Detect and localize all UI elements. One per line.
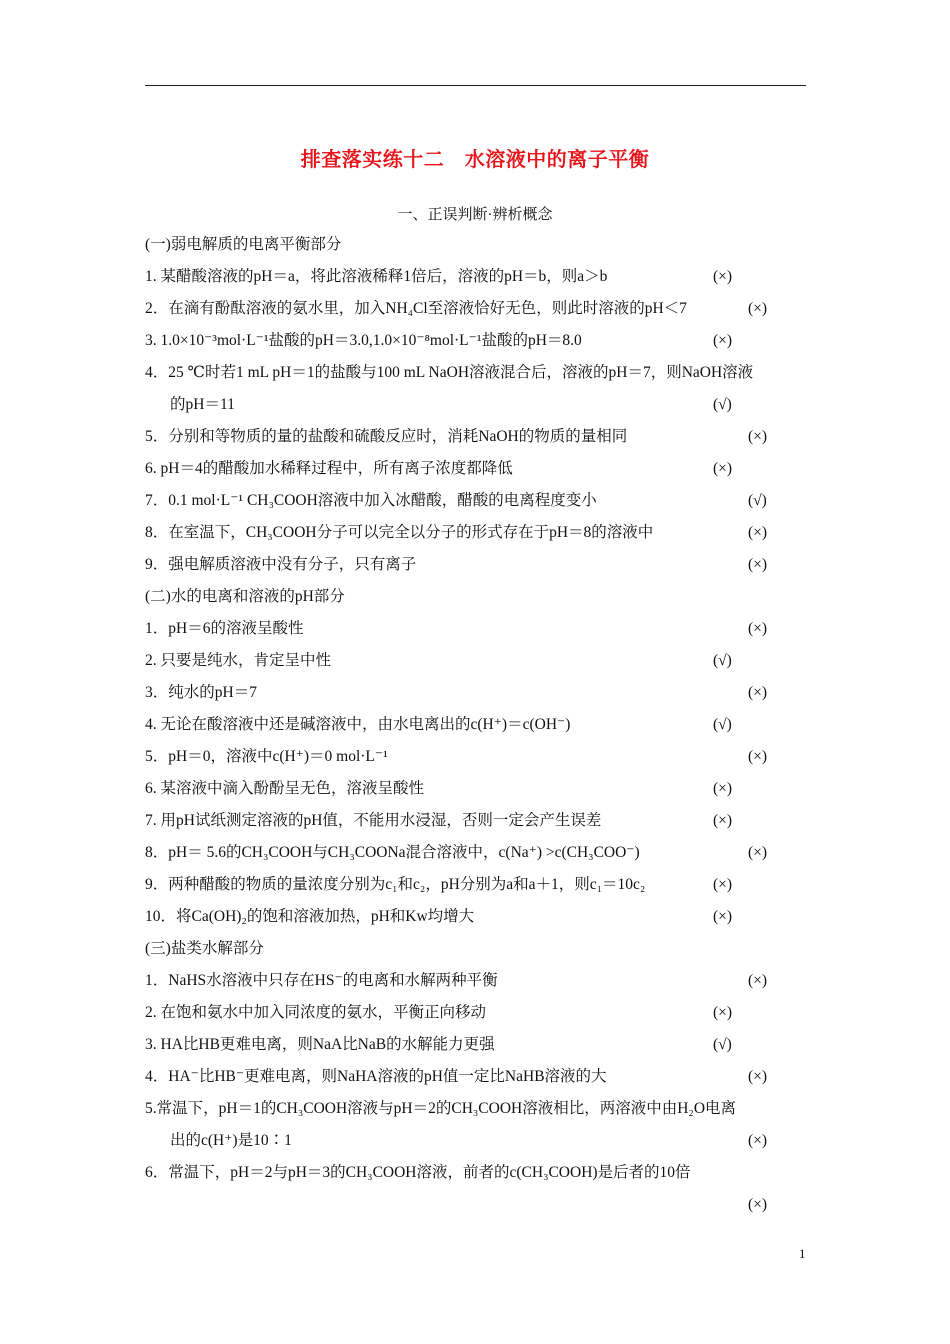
part2-answer-3: (×) bbox=[748, 684, 768, 701]
part1-answer-9: (×) bbox=[748, 556, 768, 573]
part2-question-2: 2. 只要是纯水，肯定呈中性 bbox=[145, 652, 332, 669]
part2-answer-5: (×) bbox=[748, 748, 768, 765]
part2-question-4: 4. 无论在酸溶液中还是碱溶液中，由水电离出的c(H⁺)＝c(OH⁻) bbox=[145, 716, 571, 733]
part3-answer-4: (×) bbox=[748, 1068, 768, 1085]
part1-question-3: 3. 1.0×10⁻³mol·L⁻¹盐酸的pH＝3.0,1.0×10⁻⁸mol·L⁻¹盐酸的pH＝8.0 bbox=[145, 332, 582, 349]
part2-answer-1: (×) bbox=[748, 620, 768, 637]
part1-question-9: 9．强电解质溶液中没有分子，只有离子 bbox=[145, 556, 417, 573]
part3-question-5: 5.常温下，pH＝1的CH₃COOH溶液与pH＝2的CH₃COOH溶液相比，两溶液中由H₂O电离 bbox=[145, 1100, 737, 1117]
part2-question-3: 3．纯水的pH＝7 bbox=[145, 684, 257, 701]
part3-question-6: 6．常温下，pH＝2与pH＝3的CH₃COOH溶液，前者的c(CH₃COOH)是后者的10倍 bbox=[145, 1164, 691, 1181]
part1-question-7: 7．0.1 mol·L⁻¹ CH₃COOH溶液中加入冰醋酸，醋酸的电离程度变小 bbox=[145, 492, 597, 509]
part3-answer-1: (×) bbox=[748, 972, 768, 989]
part1-question-1: 1. 某醋酸溶液的pH＝a，将此溶液稀释1倍后，溶液的pH＝b，则a＞b bbox=[145, 268, 608, 285]
part3-answer-3: (√) bbox=[713, 1036, 732, 1053]
part3-question-1: 1．NaHS水溶液中只存在HS⁻的电离和水解两种平衡 bbox=[145, 972, 498, 989]
part1-answer-4: (√) bbox=[713, 396, 732, 413]
part3-answer-5: (×) bbox=[748, 1132, 768, 1149]
part2-answer-9: (×) bbox=[713, 876, 733, 893]
page-number: 1 bbox=[799, 1246, 806, 1261]
section-heading: 一、正误判断·辨析概念 bbox=[397, 207, 553, 223]
page-title: 排查落实练十二 水溶液中的离子平衡 bbox=[300, 147, 650, 171]
part1-answer-7: (√) bbox=[748, 492, 767, 509]
part3-answer-6: (×) bbox=[748, 1196, 768, 1213]
part1-answer-3: (×) bbox=[713, 332, 733, 349]
part1-answer-1: (×) bbox=[713, 268, 733, 285]
part2-question-10: 10．将Ca(OH)₂的饱和溶液加热，pH和Kw均增大 bbox=[145, 908, 475, 925]
part2-heading: (二)水的电离和溶液的pH部分 bbox=[145, 588, 345, 605]
part2-answer-6: (×) bbox=[713, 780, 733, 797]
part2-answer-4: (√) bbox=[713, 716, 732, 733]
part2-question-8: 8．pH＝ 5.6的CH₃COOH与CH₃COONa混合溶液中，c(Na⁺) >c(CH₃COO⁻) bbox=[145, 844, 640, 861]
part1-answer-5: (×) bbox=[748, 428, 768, 445]
part3-question-2: 2. 在饱和氨水中加入同浓度的氨水，平衡正向移动 bbox=[145, 1004, 487, 1021]
part2-question-6: 6. 某溶液中滴入酚酚呈无色，溶液呈酸性 bbox=[145, 780, 425, 797]
part3-question-3: 3. HA比HB更难电离，则NaA比NaB的水解能力更强 bbox=[145, 1036, 495, 1053]
part1-question-4-cont: 的pH＝11 bbox=[170, 396, 235, 413]
part1-question-5: 5．分别和等物质的量的盐酸和硫酸反应时，消耗NaOH的物质的量相同 bbox=[145, 428, 628, 445]
part3-heading: (三)盐类水解部分 bbox=[145, 940, 264, 957]
part3-question-5-cont: 出的c(H⁺)是10∶1 bbox=[170, 1132, 292, 1149]
part1-question-2: 2．在滴有酚酞溶液的氨水里，加入NH₄Cl至溶液恰好无色，则此时溶液的pH＜7 bbox=[145, 300, 687, 317]
part3-answer-2: (×) bbox=[713, 1004, 733, 1021]
part2-question-1: 1．pH＝6的溶液呈酸性 bbox=[145, 620, 304, 637]
part2-answer-8: (×) bbox=[748, 844, 768, 861]
part2-question-7: 7. 用pH试纸测定溶液的pH值，不能用水浸湿，否则一定会产生误差 bbox=[145, 812, 602, 829]
part1-question-6: 6. pH＝4的醋酸加水稀释过程中，所有离子浓度都降低 bbox=[145, 460, 513, 477]
part3-question-4: 4．HA⁻比HB⁻更难电离，则NaHA溶液的pH值一定比NaHB溶液的大 bbox=[145, 1068, 607, 1085]
part1-answer-6: (×) bbox=[713, 460, 733, 477]
part2-answer-10: (×) bbox=[713, 908, 733, 925]
part2-question-5: 5．pH＝0，溶液中c(H⁺)＝0 mol·L⁻¹ bbox=[145, 748, 388, 765]
part1-answer-2: (×) bbox=[748, 300, 768, 317]
part2-question-9: 9．两种醋酸的物质的量浓度分别为c₁和c₂，pH分别为a和a＋1，则c₁＝10c₂ bbox=[145, 876, 646, 893]
part1-answer-8: (×) bbox=[748, 524, 768, 541]
header-rule bbox=[145, 85, 806, 86]
part1-question-4: 4．25 ℃时若1 mL pH＝1的盐酸与100 mL NaOH溶液混合后，溶液的pH＝7，则NaOH溶液 bbox=[145, 364, 754, 381]
part2-answer-7: (×) bbox=[713, 812, 733, 829]
part1-heading: (一)弱电解质的电离平衡部分 bbox=[145, 236, 342, 253]
part2-answer-2: (√) bbox=[713, 652, 732, 669]
part1-question-8: 8．在室温下，CH₃COOH分子可以完全以分子的形式存在于pH＝8的溶液中 bbox=[145, 524, 654, 541]
